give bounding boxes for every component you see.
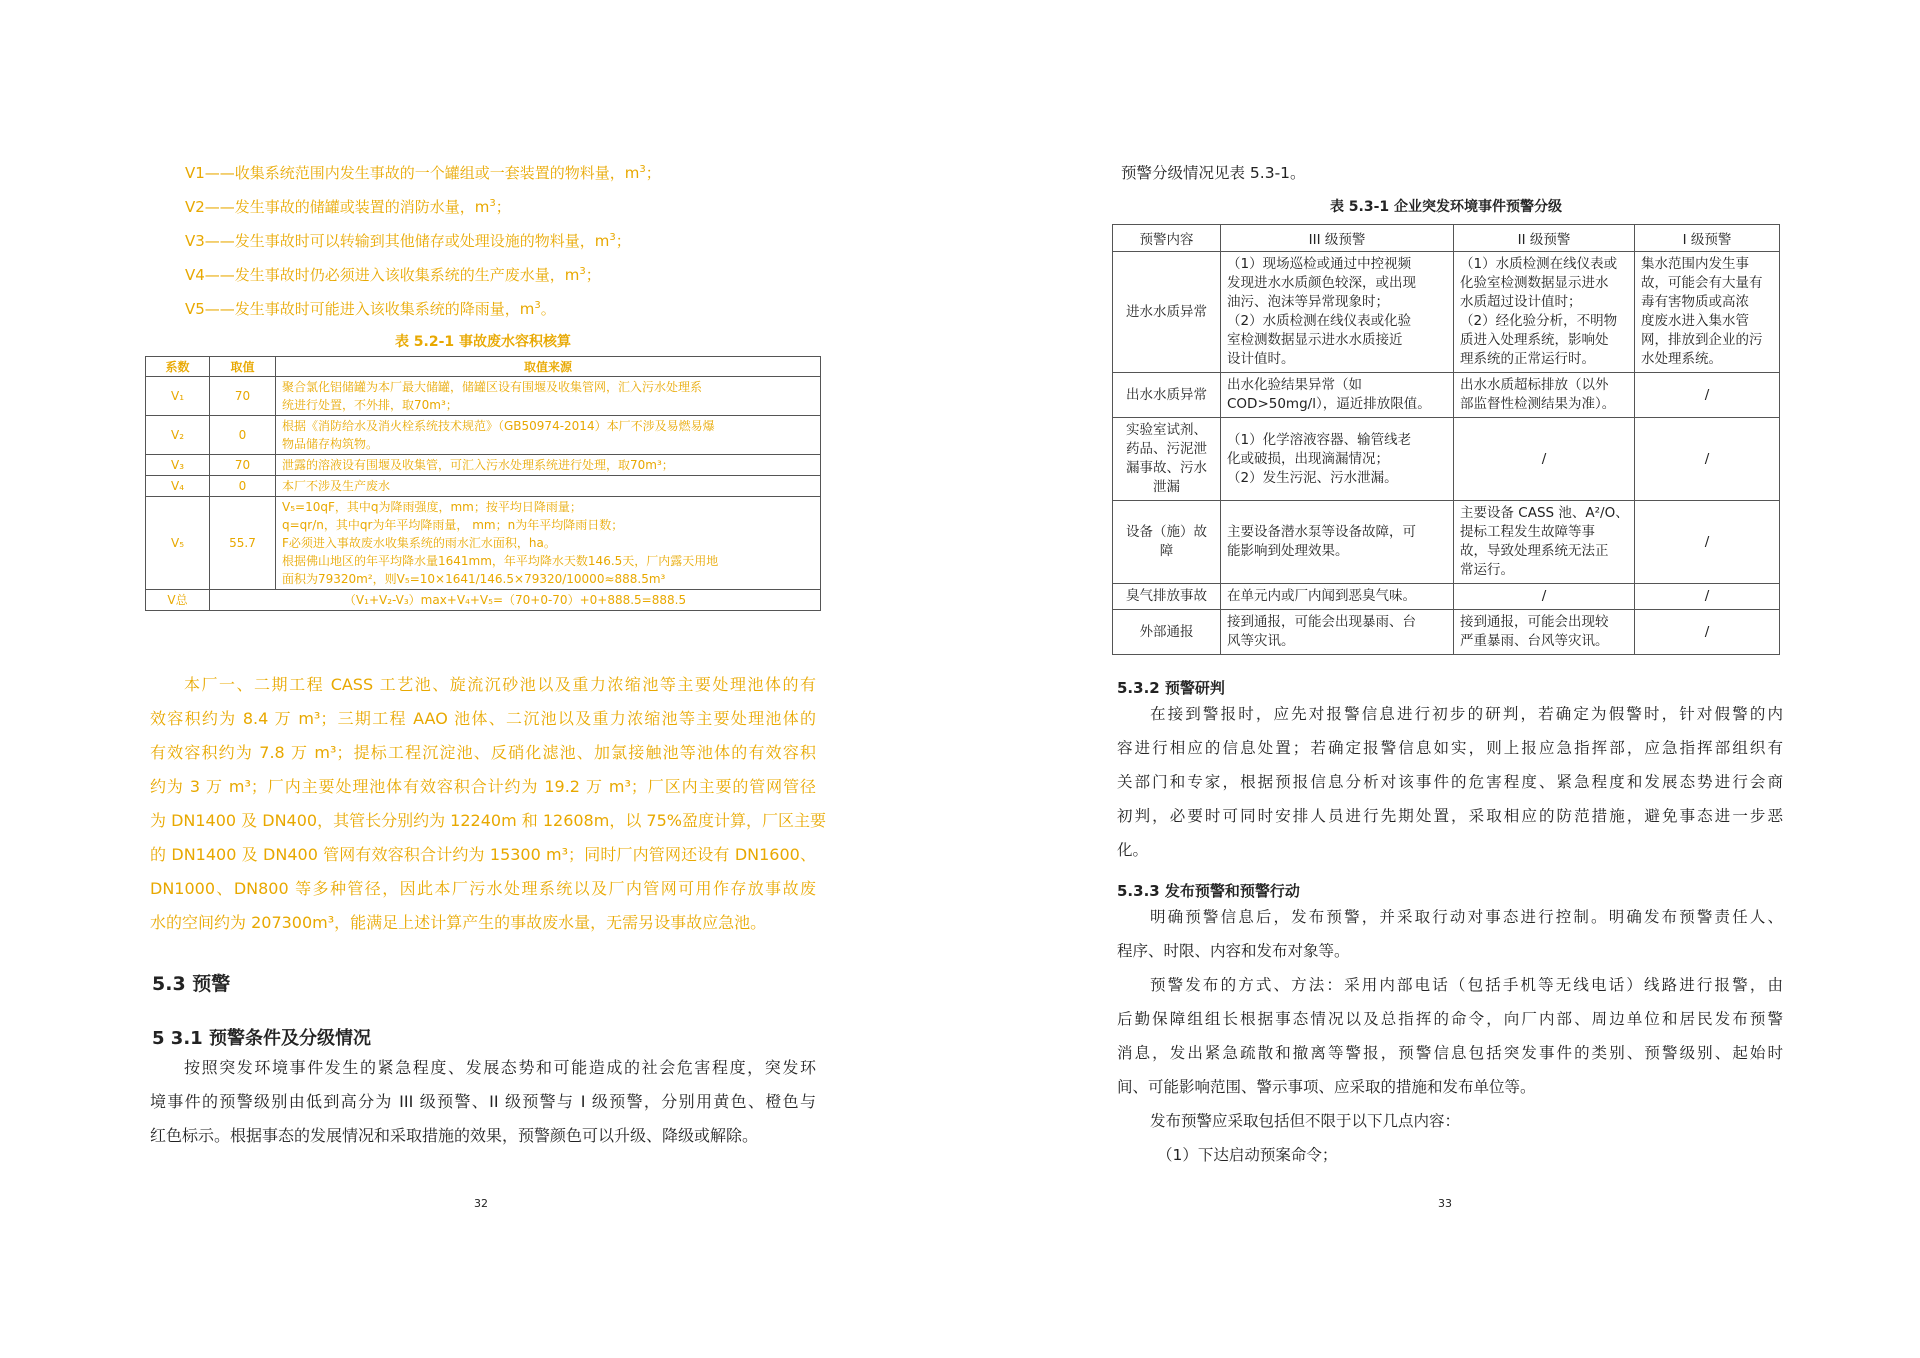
cell-line: 药品、污泥泄 <box>1126 441 1207 457</box>
level-3-cell <box>1221 252 1454 373</box>
section-5-3-2-heading: 5.3.2 预警研判 <box>1117 679 1225 697</box>
table-row <box>1113 373 1780 418</box>
cell-line: 设备（施）故 <box>1126 524 1207 540</box>
cell-line: 化验室检测数据显示进水 <box>1460 275 1609 291</box>
cell-line: / <box>1704 450 1710 467</box>
table-row <box>1113 501 1780 584</box>
definition-punct: ； <box>495 198 511 216</box>
definition-punct: ； <box>615 232 631 250</box>
level-1-cell <box>1635 418 1780 501</box>
source-line: 根据佛山地区的年平均降水量1641mm，年平均降水天数146.5天，厂内露天用地 <box>282 554 719 568</box>
paragraph-line: 红色标示。根据事态的发展情况和采取措施的效果，预警颜色可以升级、降级或解除。 <box>150 1126 759 1145</box>
level-2-cell <box>1454 252 1635 373</box>
warning-grading-table <box>1112 224 1780 655</box>
cell-line: / <box>1704 588 1710 604</box>
paragraph-line: 效容积约为 8.4 万 m³；三期工程 AAO 池体、二沉池以及重力浓缩池等主要处理池体的 <box>150 709 816 728</box>
definition-text: V2——发生事故的储罐或装置的消防水量，m <box>185 198 490 216</box>
total-row <box>146 590 821 611</box>
value-cell: 0 <box>210 476 276 497</box>
paragraph-line: DN1000、DN800 等多种管径，因此本厂污水处理系统以及厂内管网可用作存放事故废 <box>150 879 816 898</box>
cell-line: 提标工程发生故障等事 <box>1460 524 1595 540</box>
cell-line: 常运行。 <box>1460 562 1514 578</box>
cell-line: 故，导致处理系统无法正 <box>1460 543 1609 559</box>
cell-line: / <box>1541 450 1547 467</box>
unit-superscript: 3 <box>609 232 616 243</box>
table-reference-text: 预警分级情况见表 5.3-1。 <box>1121 164 1306 182</box>
cell-line: 在单元内或厂内闻到恶臭气味。 <box>1227 588 1416 604</box>
cell-line: 水质超过设计值时； <box>1460 294 1582 310</box>
unit-superscript: 3 <box>489 198 496 209</box>
paragraph-line: 为 DN1400 及 DN400，其管长分别约为 12240m 和 12608m，以 75%盈度计算，厂区主要 <box>150 811 826 830</box>
level-1-cell <box>1635 501 1780 584</box>
header-source: 取值来源 <box>276 357 821 377</box>
release-warning-paragraph <box>1117 900 1783 968</box>
paragraph-line: 的 DN1400 及 DN400 管网有效容积合计约为 15300 m³；同时厂内管网还设有 DN1600、 <box>150 845 816 864</box>
table-row <box>1113 418 1780 501</box>
cell-line: / <box>1704 623 1710 640</box>
header-coefficient: 系数 <box>146 357 210 377</box>
warning-content-cell <box>1113 584 1221 610</box>
cell-line: （2）经化验分析，不明物 <box>1460 313 1618 329</box>
warning-content-cell <box>1113 610 1221 655</box>
cell-line: / <box>1704 386 1710 403</box>
coefficient-cell: V总 <box>146 590 210 611</box>
source-cell <box>276 497 821 590</box>
table-row <box>1113 252 1780 373</box>
definition-punct: ； <box>645 164 661 182</box>
level-1-cell <box>1635 252 1780 373</box>
value-cell: 0 <box>210 416 276 455</box>
source-line: 根据《消防给水及消火栓系统技术规范》（GB50974-2014）本厂不涉及易燃易爆 <box>282 419 715 433</box>
page-number: 33 <box>1438 1197 1452 1210</box>
source-line: 本厂不涉及生产废水 <box>282 479 391 493</box>
value-cell: 70 <box>210 455 276 476</box>
coefficient-cell: V₁ <box>146 377 210 416</box>
definition-punct: ； <box>585 266 601 284</box>
cell-line: 障 <box>1159 543 1174 559</box>
header-level-1: I 级预警 <box>1635 225 1780 252</box>
cell-line: 能影响到处理效果。 <box>1227 543 1349 559</box>
release-content-intro: 发布预警应采取包括但不限于以下几点内容： <box>1150 1112 1461 1130</box>
total-formula-cell: （V₁+V₂-V₃）max+V₄+V₅=（70+0-70）+0+888.5=888.5 <box>210 590 821 611</box>
value-cell: 70 <box>210 377 276 416</box>
definition-text: V1——收集系统范围内发生事故的一个罐组或一套装置的物料量，m <box>185 164 640 182</box>
level-3-cell <box>1221 373 1454 418</box>
source-line: 统进行处置，不外排，取70m³； <box>282 398 458 412</box>
section-5-3-3-heading: 5.3.3 发布预警和预警行动 <box>1117 882 1300 900</box>
paragraph-line: 水的空间约为 207300m³，能满足上述计算产生的事故废水量，无需另设事故应急池。 <box>150 913 767 932</box>
paragraph-line: 预警发布的方式、方法：采用内部电话（包括手机等无线电话）线路进行报警，由 <box>1150 976 1783 994</box>
cell-line: 网，排放到企业的污 <box>1641 332 1763 348</box>
cell-line: 风等灾讯。 <box>1227 633 1295 649</box>
table-header-row <box>1113 225 1780 252</box>
cell-line: 泄漏 <box>1153 479 1180 495</box>
source-cell <box>276 455 821 476</box>
cell-line: 主要设备 CASS 池、A²/O、 <box>1460 505 1629 521</box>
level-2-cell <box>1454 418 1635 501</box>
volume-definition-line <box>185 262 601 285</box>
table-5-2-1-caption: 表 5.2-1 事故废水容积核算 <box>394 334 572 350</box>
header-level-2: II 级预警 <box>1454 225 1635 252</box>
definition-text: V4——发生事故时仍必须进入该收集系统的生产废水量，m <box>185 266 580 284</box>
cell-line: 出水水质超标排放（以外 <box>1460 377 1609 393</box>
warning-content-cell <box>1113 418 1221 501</box>
cell-line: （1）现场巡检或通过中控视频 <box>1227 256 1412 272</box>
release-method-paragraph <box>1117 968 1783 1104</box>
level-1-cell <box>1635 584 1780 610</box>
definition-punct: 。 <box>540 300 556 318</box>
warning-content-cell <box>1113 501 1221 584</box>
warning-content-cell <box>1113 252 1221 373</box>
section-5-3-1-heading: 5 3.1 预警条件及分级情况 <box>152 1028 371 1049</box>
cell-line: / <box>1541 588 1547 604</box>
table-row <box>146 476 821 497</box>
cell-line: 主要设备潜水泵等设备故障，可 <box>1227 524 1416 540</box>
level-1-cell <box>1635 373 1780 418</box>
cell-line: （2）发生污泥、污水泄漏。 <box>1227 469 1398 486</box>
cell-line: （1）水质检测在线仪表或 <box>1460 256 1618 272</box>
warning-levels-paragraph <box>150 1051 816 1153</box>
level-2-cell <box>1454 373 1635 418</box>
level-2-cell <box>1454 584 1635 610</box>
cell-line: 外部通报 <box>1139 623 1194 640</box>
cell-line: 臭气排放事故 <box>1126 588 1207 604</box>
cell-line: 水处理系统。 <box>1641 351 1722 367</box>
source-line: 聚合氯化铝储罐为本厂最大储罐，储罐区设有围堰及收集管网，汇入污水处理系 <box>282 380 703 394</box>
cell-line: 设计值时。 <box>1227 351 1295 367</box>
cell-line: 实验室试剂、 <box>1126 422 1207 438</box>
table-row <box>146 416 821 455</box>
paragraph-line: 明确预警信息后，发布预警，并采取行动对事态进行控制。明确发布预警责任人、 <box>1150 908 1783 926</box>
cell-line: 接到通报，可能会出现暴雨、台 <box>1227 614 1416 630</box>
cell-line: 质进入处理系统，影响处 <box>1460 332 1609 348</box>
source-cell <box>276 476 821 497</box>
unit-superscript: 3 <box>639 164 646 175</box>
cell-line: 化或破损，出现滴漏情况； <box>1227 450 1389 467</box>
paragraph-line: 有效容积约为 7.8 万 m³；提标工程沉淀池、反硝化滤池、加氯接触池等池体的有效容积 <box>150 743 816 762</box>
cell-line: COD>50mg/l），逼近排放限值。 <box>1227 396 1431 412</box>
definition-text: V3——发生事故时可以转输到其他储存或处理设施的物料量，m <box>185 232 610 250</box>
cell-line: 毒有害物质或高浓 <box>1641 294 1749 310</box>
paragraph-line: 化。 <box>1117 841 1149 859</box>
table-row <box>146 455 821 476</box>
cell-line: 集水范围内发生事 <box>1641 256 1749 272</box>
level-2-cell <box>1454 501 1635 584</box>
cell-line: 漏事故、污水 <box>1126 460 1207 476</box>
level-3-cell <box>1221 610 1454 655</box>
paragraph-line: 初判，必要时可同时安排人员进行先期处置，采取相应的防范措施，避免事态进一步恶 <box>1117 807 1783 825</box>
cell-line: 室检测数据显示进水水质接近 <box>1227 332 1403 348</box>
cell-line: 进水水质异常 <box>1126 303 1207 320</box>
paragraph-line: 间、可能影响范围、警示事项、应采取的措施和发布单位等。 <box>1117 1078 1536 1096</box>
cell-line: 部监督性检测结果为准）。 <box>1460 396 1616 412</box>
header-value: 取值 <box>210 357 276 377</box>
warning-content-cell <box>1113 373 1221 418</box>
table-header-row <box>146 357 821 377</box>
cell-line: 度废水进入集水管 <box>1641 313 1749 329</box>
definition-text: V5——发生事故时可能进入该收集系统的降雨量，m <box>185 300 535 318</box>
cell-line: 理系统的正常运行时。 <box>1460 351 1595 367</box>
coefficient-cell: V₄ <box>146 476 210 497</box>
volume-definition-line <box>185 228 631 251</box>
list-item-start-plan: （1）下达启动预案命令； <box>1157 1146 1338 1164</box>
header-level-3: III 级预警 <box>1221 225 1454 252</box>
cell-line: 接到通报，可能会出现较 <box>1460 614 1609 630</box>
cell-line: （2）水质检测在线仪表或化验 <box>1227 313 1412 329</box>
paragraph-line: 关部门和专家，根据预报信息分析对该事件的危害程度、紧急程度和发展态势进行会商 <box>1117 773 1783 791</box>
level-1-cell <box>1635 610 1780 655</box>
cell-line: 油污、泡沫等异常现象时； <box>1227 294 1389 310</box>
coefficient-cell: V₅ <box>146 497 210 590</box>
paragraph-line: 消息，发出紧急疏散和撤离等警报，预警信息包括突发事件的类别、预警级别、起始时 <box>1117 1044 1783 1062</box>
level-3-cell <box>1221 418 1454 501</box>
level-3-cell <box>1221 501 1454 584</box>
table-row <box>1113 610 1780 655</box>
section-5-3-heading: 5.3 预警 <box>152 973 231 995</box>
level-3-cell <box>1221 584 1454 610</box>
paragraph-line: 在接到警报时，应先对报警信息进行初步的研判，若确定为假警时，针对假警的内 <box>1150 705 1783 723</box>
paragraph-line: 按照突发环境事件发生的紧急程度、发展态势和可能造成的社会危害程度，突发环 <box>184 1058 816 1077</box>
judgment-paragraph <box>1117 697 1783 867</box>
page-number: 32 <box>474 1197 488 1210</box>
table-row <box>146 377 821 416</box>
coefficient-cell: V₂ <box>146 416 210 455</box>
cell-line: 出水化验结果异常（如 <box>1227 377 1362 393</box>
level-2-cell <box>1454 610 1635 655</box>
volume-definition-line <box>185 296 556 319</box>
table-5-3-1-caption: 表 5.3-1 企业突发环境事件预警分级 <box>1329 199 1563 215</box>
paragraph-line: 容进行相应的信息处置；若确定报警信息如实，则上报应急指挥部，应急指挥部组织有 <box>1117 739 1783 757</box>
source-line: q=qr/n，其中qr为年平均降雨量， mm；n为年平均降雨日数； <box>282 518 624 532</box>
value-cell: 55.7 <box>210 497 276 590</box>
pool-capacity-paragraph <box>150 668 826 940</box>
source-line: 面积为79320m²，则V₅=10×1641/146.5×79320/10000≈888.5m³ <box>282 572 666 586</box>
paragraph-line: 境事件的预警级别由低到高分为 III 级预警、II 级预警与 I 级预警，分别用黄色、橙色与 <box>150 1092 816 1111</box>
unit-superscript: 3 <box>579 266 586 277</box>
source-cell <box>276 416 821 455</box>
cell-line: 故，可能会有大量有 <box>1641 275 1763 291</box>
cell-line: 出水水质异常 <box>1126 386 1207 403</box>
source-line: V₅=10qF，其中q为降雨强度，mm；按平均日降雨量； <box>282 500 582 514</box>
cell-line: / <box>1704 533 1710 550</box>
paragraph-line: 后勤保障组组长根据事态情况以及总指挥的命令，向厂内部、周边单位和居民发布预警 <box>1117 1010 1783 1028</box>
header-warning-content: 预警内容 <box>1113 225 1221 252</box>
paragraph-line: 程序、时限、内容和发布对象等。 <box>1117 942 1350 960</box>
table-row <box>1113 584 1780 610</box>
coefficient-cell: V₃ <box>146 455 210 476</box>
paragraph-line: 约为 3 万 m³；厂内主要处理池体有效容积合计约为 19.2 万 m³；厂区内主要的管网管径 <box>150 777 816 796</box>
accident-wastewater-table <box>145 356 821 611</box>
source-line: 物品储存构筑物。 <box>282 437 379 451</box>
volume-definition-line <box>185 160 661 183</box>
unit-superscript: 3 <box>534 300 541 311</box>
paragraph-line: 本厂一、二期工程 CASS 工艺池、旋流沉砂池以及重力浓缩池等主要处理池体的有 <box>184 675 816 694</box>
volume-definition-line <box>185 194 511 217</box>
cell-line: （1）化学溶液容器、输管线老 <box>1227 431 1412 448</box>
source-line: F必须进入事故废水收集系统的雨水汇水面积，ha。 <box>282 536 556 550</box>
source-line: 泄露的溶液设有围堰及收集管，可汇入污水处理系统进行处理，取70m³； <box>282 458 674 472</box>
source-cell <box>276 377 821 416</box>
table-row <box>146 497 821 590</box>
cell-line: 严重暴雨、台风等灾讯。 <box>1460 633 1609 649</box>
cell-line: 发现进水水质颜色较深，或出现 <box>1227 275 1416 291</box>
